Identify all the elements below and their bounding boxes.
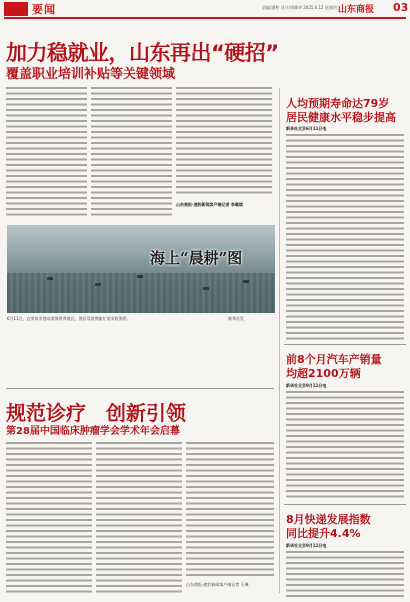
- side2-dateline: 新华社北京9月11日电: [286, 383, 327, 388]
- lead-body-col3: [176, 85, 272, 197]
- page-number: 03: [393, 1, 409, 14]
- bottom-body-col2: [96, 440, 182, 594]
- side1-body: [286, 132, 404, 340]
- side1-dateline: 新华社北京6月11日电: [286, 126, 327, 131]
- lead-headline: 加力稳就业，山东再出“硬招”: [6, 41, 279, 65]
- bottom-body-col1: [6, 440, 92, 594]
- lead-body-col1: [6, 85, 87, 217]
- photo-title: 海上“晨耕”图: [150, 249, 243, 267]
- editor-meta: 责编/潘积 设计/胡肇华 2025.6.12 星期四: [262, 5, 337, 10]
- lead-subheadline: 覆盖职业培训补贴等关键领域: [6, 67, 176, 82]
- lead-byline: 山东商报·速豹新闻客户端记者 李璐琪: [176, 202, 243, 207]
- section-title: 要闻: [32, 3, 56, 16]
- bottom-credit: 山东商报·速豹新闻客户端记者 王琳: [186, 582, 249, 587]
- photo-credit: 新华社发: [228, 316, 244, 321]
- side3-dateline: 新华社北京9月11日电: [286, 543, 327, 548]
- section-badge: [4, 2, 28, 16]
- side1-headline-line2: 居民健康水平稳步提高: [286, 111, 396, 124]
- lead-body-col2: [91, 85, 172, 217]
- bottom-body-col3: [186, 440, 274, 576]
- side2-rule: [284, 504, 406, 505]
- bottom-headline: 规范诊疗 创新引领: [6, 401, 186, 425]
- side2-body: [286, 389, 404, 499]
- side3-headline-line2: 同比提升4.4%: [286, 527, 361, 540]
- column-divider: [279, 88, 280, 593]
- side2-headline-line2: 均超2100万辆: [286, 367, 361, 380]
- masthead-rule: [4, 17, 406, 19]
- side3-body: [286, 549, 404, 597]
- sea-farming-photo: [7, 225, 275, 313]
- side2-headline-line1: 前8个月汽车产销量: [286, 353, 382, 366]
- photo-caption: 6月11日，在荣成市俚岛湾海带养殖区，渔民驾驶渔船忙着采收海带。: [7, 316, 131, 321]
- side1-rule: [284, 344, 406, 345]
- bottom-story-rule: [6, 388, 274, 389]
- side3-headline-line1: 8月快递发展指数: [286, 513, 371, 526]
- side1-headline-line1: 人均预期寿命达79岁: [286, 97, 390, 110]
- newspaper-brand: 山东商报: [338, 5, 375, 15]
- bottom-subheadline: 第28届中国临床肿瘤学会学术年会启幕: [6, 426, 180, 437]
